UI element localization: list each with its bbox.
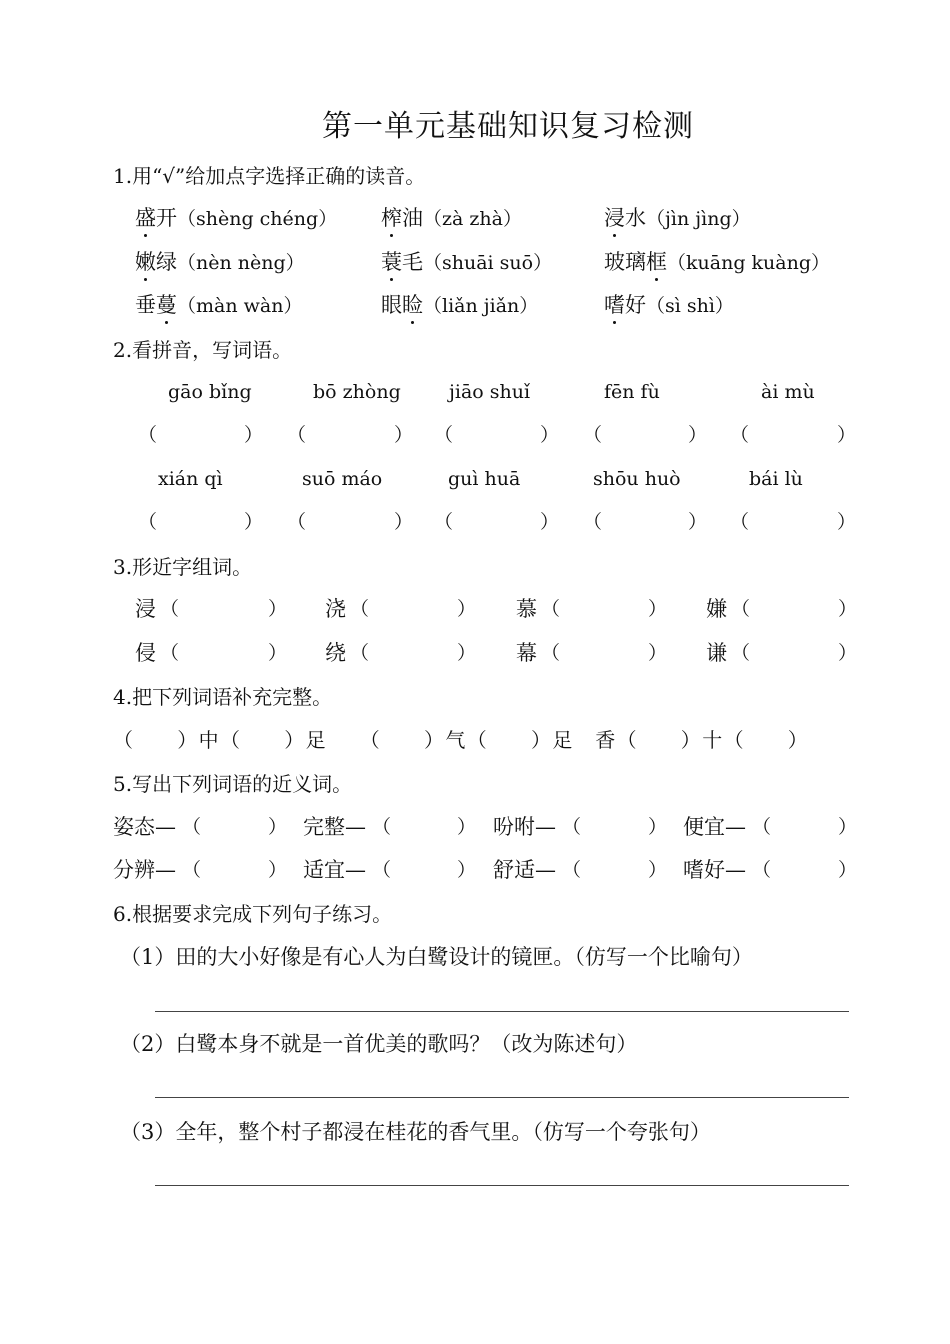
answer-close-paren: ） [244,424,264,446]
pinyin-prompt: guì huā [448,468,521,490]
pinyin-options: （kuāng kuàng） [667,252,830,274]
answer-open-paren: （ [434,424,454,446]
answer-open-paren: （ [752,816,772,838]
answer-open-paren: （ [752,859,772,881]
answer-open-paren: （ [434,511,454,533]
pinyin-options: （shuāi suō） [423,252,553,274]
dotted-char: 嗜 [604,293,625,317]
answer-open-paren: （ [730,511,750,533]
synonym-word: 适宜— [303,858,366,882]
dotted-char: 嫩 [135,250,156,274]
answer-close-paren: ） [648,859,668,881]
pinyin-prompt: jiāo shuǐ [449,381,531,403]
answer-open-paren: （ [372,816,392,838]
pinyin-prompt: fēn fù [604,381,660,403]
answer-open-paren: （ [541,598,561,620]
answer-close-paren: ） [540,511,560,533]
similar-char: 浸 [135,597,156,621]
synonym-word: 便宜— [683,815,746,839]
synonym-word: 嗜好— [683,858,746,882]
answer-close-paren: ） [457,598,477,620]
answer-open-paren: （ [731,642,751,664]
similar-char: 浇 [325,597,346,621]
answer-open-paren: （ [350,642,370,664]
similar-char: 侵 [135,641,156,665]
pinyin-options: （zà zhà） [423,208,522,230]
answer-close-paren: ） [268,859,288,881]
answer-open-paren: （ [731,598,751,620]
answer-close-paren: ） [457,816,477,838]
synonym-word: 舒适— [493,858,556,882]
dotted-char: 浸 [604,206,625,230]
answer-close-paren: ） [540,424,560,446]
q1-item: 玻璃框（kuāng kuàng） [604,250,830,274]
answer-close-paren: ） [688,511,708,533]
answer-open-paren: （ [562,859,582,881]
pinyin-prompt: ài mù [761,381,815,403]
answer-open-paren: （ [372,859,392,881]
pinyin-options: （sì shì） [646,295,734,317]
q4-heading: 4.把下列词语补充完整。 [113,685,333,709]
answer-line[interactable] [155,1185,849,1186]
answer-open-paren: （ [583,424,603,446]
q2-heading: 2.看拼音，写词语。 [113,338,293,362]
answer-close-paren: ） [648,642,668,664]
answer-open-paren: （ [138,511,158,533]
answer-open-paren: （ [287,424,307,446]
q1-item: 垂蔓（màn wàn） [135,293,303,317]
answer-line[interactable] [155,1011,849,1012]
answer-close-paren: ） [837,424,857,446]
answer-close-paren: ） [457,859,477,881]
q1-item: 浸水（jìn jìng） [604,206,751,230]
answer-open-paren: （ [583,511,603,533]
answer-close-paren: ） [457,642,477,664]
answer-close-paren: ） [648,816,668,838]
answer-open-paren: （ [562,816,582,838]
synonym-word: 吩咐— [493,815,556,839]
similar-char: 绕 [325,641,346,665]
answer-line[interactable] [155,1097,849,1098]
pinyin-prompt: suō máo [302,468,383,490]
page-title: 第一单元基础知识复习检测 [322,109,694,144]
synonym-word: 姿态— [113,815,176,839]
sentence-exercise-1: （1）田的大小好像是有心人为白鹭设计的镜匣。（仿写一个比喻句） [120,945,753,969]
answer-open-paren: （ [138,424,158,446]
idiom-fill-line: （ ）中（ ）足 （ ）气（ ）足 香（ ）十（ ） [113,728,810,752]
answer-close-paren: ） [244,511,264,533]
dotted-char: 榨 [381,206,402,230]
dotted-char: 框 [646,250,667,274]
dotted-char: 睑 [402,293,423,317]
answer-close-paren: ） [837,511,857,533]
q3-heading: 3.形近字组词。 [113,555,253,579]
answer-open-paren: （ [541,642,561,664]
pinyin-prompt: gāo bǐng [168,381,252,403]
synonym-word: 分辨— [113,858,176,882]
similar-char: 谦 [706,641,727,665]
q1-item: 盛开（shèng chéng） [135,206,338,230]
answer-close-paren: ） [394,424,414,446]
dotted-char: 蓑 [381,250,402,274]
dotted-char: 盛 [135,206,156,230]
pinyin-prompt: shōu huò [593,468,681,490]
pinyin-options: （nèn nèng） [177,252,305,274]
similar-char: 慕 [516,597,537,621]
q6-heading: 6.根据要求完成下列句子练习。 [113,902,393,926]
sentence-exercise-3: （3）全年，整个村子都浸在桂花的香气里。（仿写一个夸张句） [120,1120,711,1144]
q1-item: 嫩绿（nèn nèng） [135,250,305,274]
pinyin-prompt: bō zhòng [313,381,401,403]
pinyin-options: （màn wàn） [177,295,303,317]
pinyin-options: （jìn jìng） [646,208,751,230]
q1-item: 嗜好（sì shì） [604,293,734,317]
synonym-word: 完整— [303,815,366,839]
pinyin-options: （liǎn jiǎn） [423,295,539,317]
q1-item: 蓑毛（shuāi suō） [381,250,553,274]
answer-close-paren: ） [394,511,414,533]
answer-close-paren: ） [688,424,708,446]
dotted-char: 蔓 [156,293,177,317]
similar-char: 幕 [516,641,537,665]
q1-item: 榨油（zà zhà） [381,206,522,230]
q5-heading: 5.写出下列词语的近义词。 [113,772,353,796]
answer-close-paren: ） [268,642,288,664]
answer-open-paren: （ [730,424,750,446]
answer-close-paren: ） [838,598,858,620]
q1-item: 眼睑（liǎn jiǎn） [381,293,539,317]
q1-heading: 1.用“√”给加点字选择正确的读音。 [113,164,426,188]
answer-open-paren: （ [160,642,180,664]
answer-open-paren: （ [182,859,202,881]
answer-open-paren: （ [287,511,307,533]
answer-close-paren: ） [838,859,858,881]
answer-open-paren: （ [182,816,202,838]
answer-close-paren: ） [838,816,858,838]
similar-char: 嫌 [706,597,727,621]
answer-open-paren: （ [160,598,180,620]
sentence-exercise-2: （2）白鹭本身不就是一首优美的歌吗？（改为陈述句） [120,1032,638,1056]
pinyin-prompt: bái lù [749,468,803,490]
answer-close-paren: ） [268,816,288,838]
answer-close-paren: ） [648,598,668,620]
pinyin-options: （shèng chéng） [177,208,338,230]
answer-open-paren: （ [350,598,370,620]
answer-close-paren: ） [838,642,858,664]
pinyin-prompt: xián qì [158,468,223,490]
answer-close-paren: ） [268,598,288,620]
